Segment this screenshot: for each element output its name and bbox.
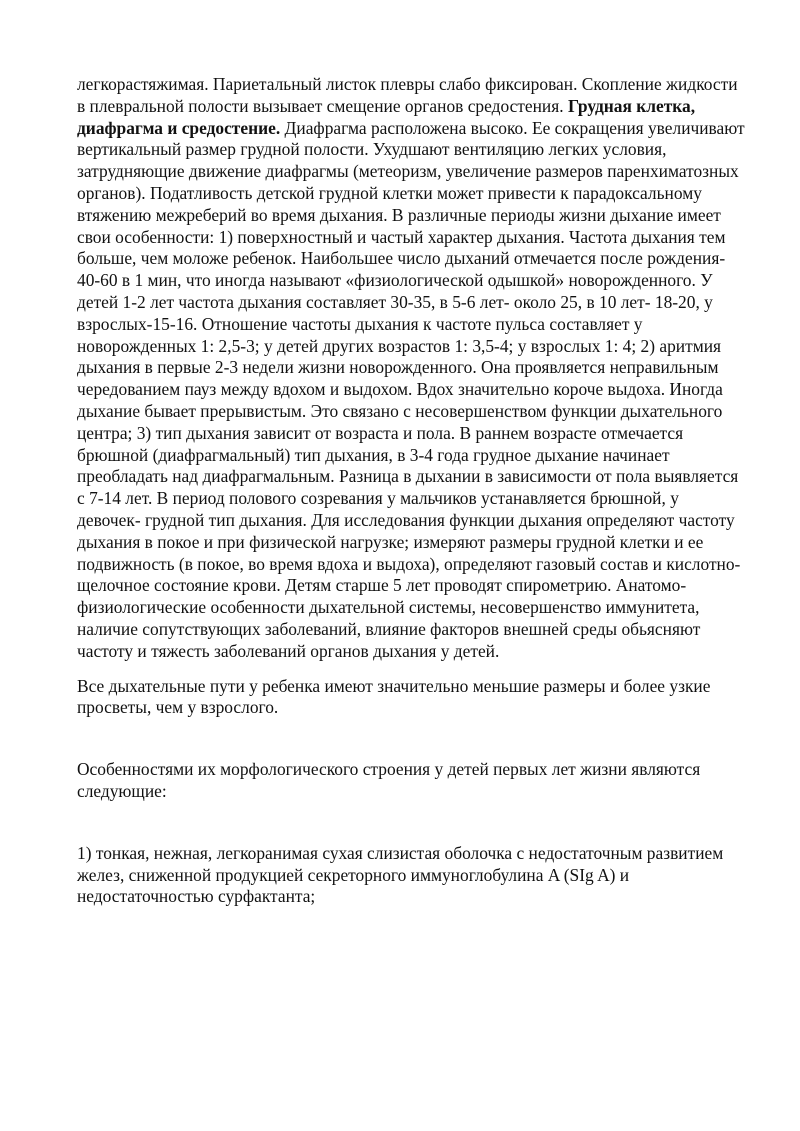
document-page — [77, 74, 745, 908]
body-paragraph: Особенностями их морфологического строения у детей первых лет жизни являются следующие: — [77, 759, 701, 801]
list-item: 1) тонкая, нежная, легкоранимая сухая слизистая оболочка с недостаточным развитием желез, сниженной продукцией секреторного иммуноглобулина A (SIg A) и недостаточностью сурфактанта; — [77, 842, 724, 907]
paragraph-text: легкорастяжимая. Париетальный листок плевры слабо фиксирован. Скопление жидкости в плевральной полости вызывает смещение органов средостения. — [77, 74, 738, 116]
paragraph-text: Диафрагма расположена высоко. Ее сокращения увеличивают вертикальный размер грудной полости. Ухудшают вентиляцию легких условия, затрудняющие движение диафрагмы (метеоризм, увеличение размеров паренхиматозных органов). Податливость детской грудной клетки может привести к парадоксальному втяжению межреберий во время дыхания. В различные периоды жизни дыхание имеет свои особенности: 1) поверхностный и частый характер дыхания. Частота дыхания тем больше, чем моложе ребенок. Наибольшее число дыханий отмечается после рождения- 40-60 в 1 мин, что иногда называют «физиологической одышкой» новорожденного. У детей 1-2 лет частота дыхания составляет 30-35, в 5-6 лет- около 25, в 10 лет- 18-20, у взрослых-15-16. Отношение частоты дыхания к частоте пульса составляет у новорожденных 1: 2,5-3; у детей других возрастов 1: 3,5-4; у взрослых 1: 4; 2) аритмия дыхания в первые 2-3 недели жизни новорожденного. Она проявляется неправильным чередованием пауз между вдохом и выдохом. Вдох значительно короче выдоха. Иногда дыхание бывает прерывистым. Это связано с несовершенством функции дыхательного центра; 3) тип дыхания зависит от возраста и пола. В раннем возрасте отмечается брюшной (диафрагмальный) тип дыхания, в 3-4 года грудное дыхание начинает преобладать над диафрагмальным. Разница в дыхании в зависимости от пола выявляется с 7-14 лет. В период полового созревания у мальчиков устанавляется брюшной, у девочек- грудной тип дыхания. Для исследования функции дыхания определяют частоту дыхания в покое и при физической нагрузке; измеряют размеры грудной клетки и ее подвижность (в покое, во время вдоха и выдоха), определяют газовый состав и кислотно-щелочное состояние крови. Детям старше 5 лет проводят спирометрию. Анатомо-физиологические особенности дыхательной системы, несовершенство иммунитета, наличие сопутствующих заболеваний, влияние факторов внешней среды обьясняют частоту и тяжесть заболеваний органов дыхания у детей. — [77, 117, 745, 661]
body-paragraph: Все дыхательные пути у ребенка имеют значительно меньшие размеры и более узкие просветы, чем у взрослого. — [77, 675, 711, 718]
section-heading-inline: Грудная клетка, диафрагма и средостение. — [77, 95, 696, 138]
body-paragraph — [77, 74, 745, 663]
